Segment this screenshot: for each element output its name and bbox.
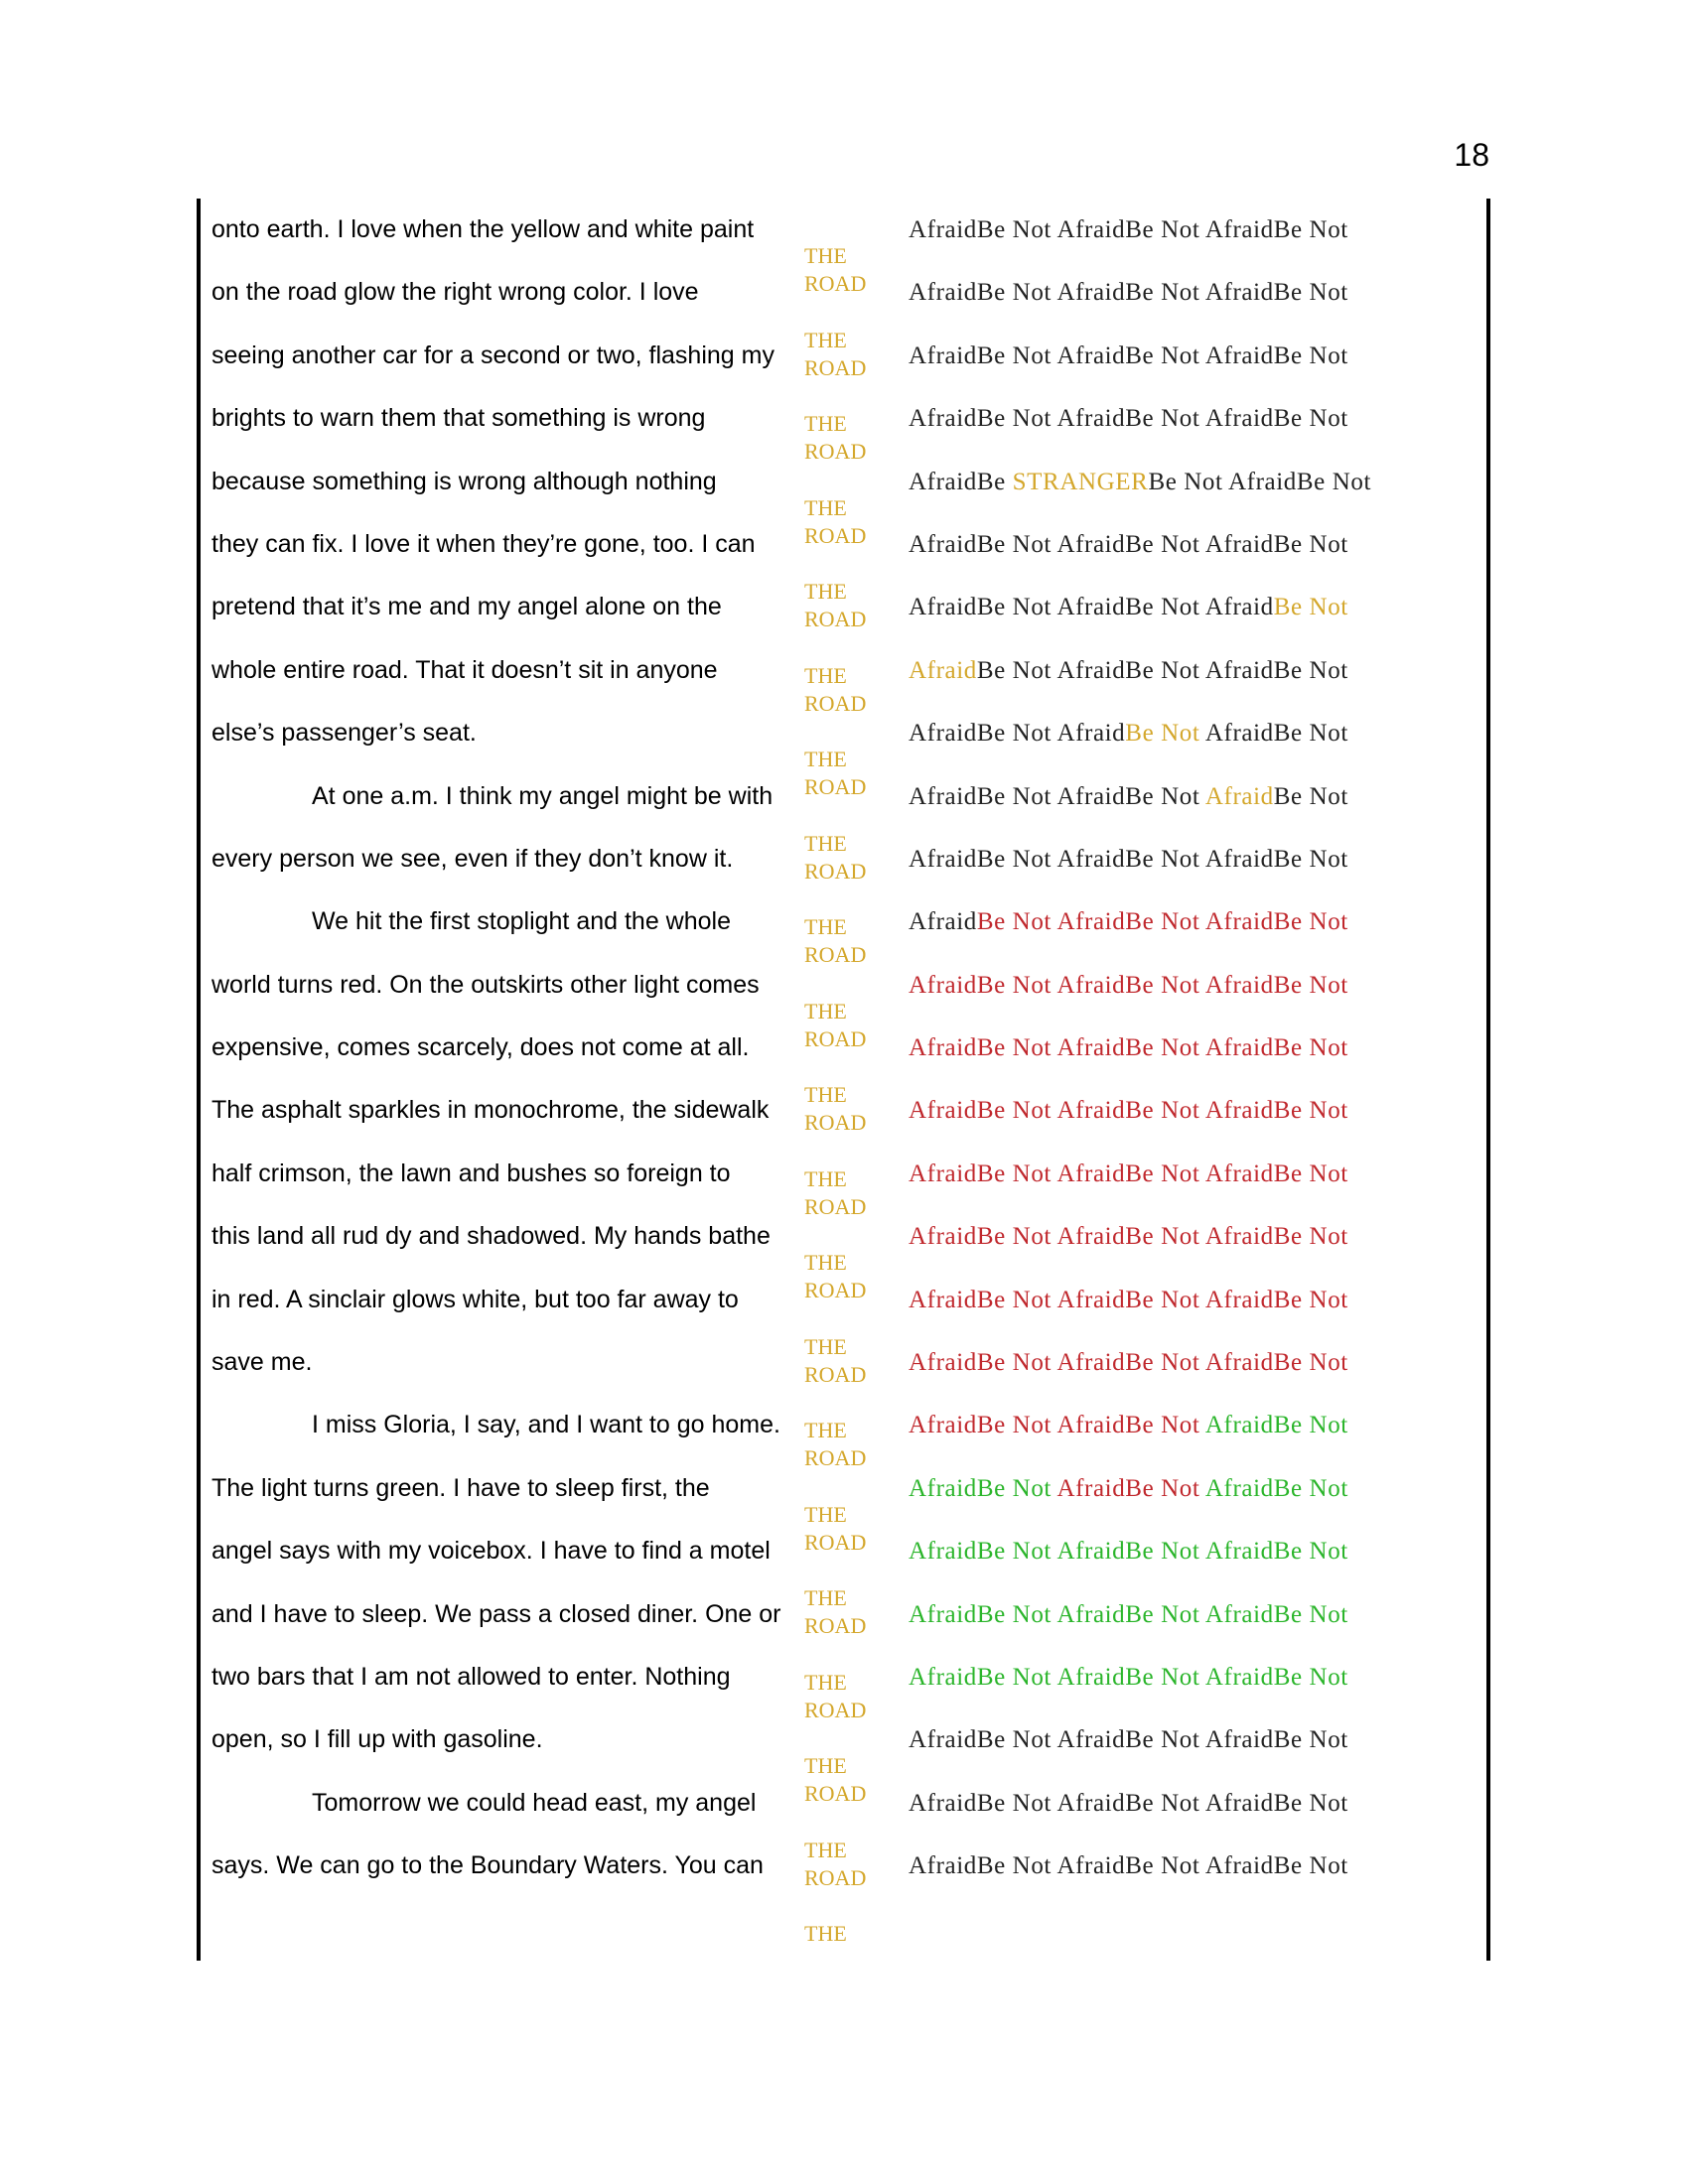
prose-line: I miss Gloria, I say, and I want to go home. bbox=[312, 1411, 780, 1439]
refrain-line bbox=[909, 1583, 1484, 1646]
refrain-line bbox=[909, 1394, 1484, 1456]
prose-line: every person we see, even if they don’t know it. bbox=[211, 844, 734, 873]
refrain-segment: AfraidBe Not bbox=[1204, 1412, 1348, 1439]
left-margin-rule bbox=[197, 199, 201, 1961]
prose-line: because something is wrong although nothing bbox=[211, 467, 717, 495]
refrain-segment: AfraidBe Not Afraid bbox=[909, 720, 1126, 748]
road-word-the: THE bbox=[804, 579, 847, 604]
road-word-road: ROAD bbox=[804, 522, 867, 548]
road-word-the: THE bbox=[804, 1837, 847, 1862]
refrain-segment: AfraidBe Not AfraidBe Not bbox=[909, 1412, 1205, 1439]
refrain-segment: AfraidBe Not AfraidBe Not AfraidBe Not bbox=[909, 1349, 1348, 1377]
refrain-line bbox=[909, 1079, 1484, 1142]
prose-line: else’s passenger’s seat. bbox=[211, 719, 477, 748]
road-word-road: ROAD bbox=[804, 1110, 867, 1135]
refrain-segment: Afraid bbox=[909, 908, 977, 936]
prose-line: on the road glow the right wrong color. I love bbox=[211, 278, 699, 307]
road-word-road: ROAD bbox=[804, 1278, 867, 1302]
prose-column bbox=[211, 199, 807, 1898]
prose-line: open, so I fill up with gasoline. bbox=[211, 1725, 543, 1754]
road-word-road: ROAD bbox=[804, 1361, 867, 1387]
refrain-segment: AfraidBe Not AfraidBe Not AfraidBe Not bbox=[909, 1223, 1348, 1251]
refrain-segment: Afraid bbox=[909, 656, 977, 684]
refrain-segment: Be Not AfraidBe Not AfraidBe Not bbox=[976, 908, 1348, 936]
road-word-road: ROAD bbox=[804, 1864, 867, 1890]
refrain-column bbox=[909, 199, 1484, 1898]
refrain-segment: Be Not bbox=[1273, 782, 1348, 810]
road-word-the: THE bbox=[804, 747, 847, 771]
road-word-the: THE bbox=[804, 1250, 847, 1275]
road-word-the: THE bbox=[804, 494, 847, 520]
refrain-segment: AfraidBe Not AfraidBe Not AfraidBe Not bbox=[909, 1726, 1348, 1754]
road-word-the: THE bbox=[804, 1585, 847, 1610]
prose-line: half crimson, the lawn and bushes so foreign to bbox=[211, 1159, 731, 1187]
refrain-line bbox=[909, 199, 1484, 261]
refrain-line bbox=[909, 261, 1484, 324]
refrain-segment: AfraidBe Not AfraidBe Not AfraidBe Not bbox=[909, 1034, 1348, 1062]
road-word-the: THE bbox=[804, 1753, 847, 1778]
refrain-segment: AfraidBe Not AfraidBe Not AfraidBe Not bbox=[909, 1789, 1348, 1817]
refrain-line bbox=[909, 1331, 1484, 1394]
road-word-the: THE bbox=[804, 327, 847, 352]
road-word-the: THE bbox=[804, 1333, 847, 1359]
refrain-segment: AfraidBe Not AfraidBe Not AfraidBe Not bbox=[909, 279, 1348, 307]
refrain-line bbox=[909, 1708, 1484, 1771]
refrain-segment: STRANGER bbox=[1012, 468, 1149, 495]
road-word-road: ROAD bbox=[804, 1025, 867, 1051]
refrain-line bbox=[909, 1520, 1484, 1582]
road-word-the: THE bbox=[804, 998, 847, 1024]
prose-line: Tomorrow we could head east, my angel bbox=[312, 1788, 757, 1817]
road-word-the: THE bbox=[804, 1669, 847, 1695]
refrain-line bbox=[909, 639, 1484, 702]
refrain-segment: AfraidBe Not AfraidBe Not AfraidBe Not bbox=[909, 845, 1348, 873]
road-word-the: THE bbox=[804, 1165, 847, 1191]
road-word-road: ROAD bbox=[804, 858, 867, 884]
road-word-road: ROAD bbox=[804, 354, 867, 380]
refrain-segment: AfraidBe Not AfraidBe Not AfraidBe Not bbox=[909, 1160, 1348, 1187]
road-word-road: ROAD bbox=[804, 1193, 867, 1219]
refrain-line bbox=[909, 1017, 1484, 1079]
prose-line: two bars that I am not allowed to enter. Nothing bbox=[211, 1662, 731, 1691]
prose-line: they can fix. I love it when they’re gone, too. I can bbox=[211, 529, 756, 558]
refrain-segment: AfraidBe Not AfraidBe Not AfraidBe Not bbox=[909, 1286, 1348, 1313]
road-word-the: THE bbox=[804, 1921, 847, 1946]
prose-line: At one a.m. I think my angel might be with bbox=[312, 781, 774, 810]
refrain-segment: AfraidBe Not AfraidBe Not AfraidBe Not bbox=[909, 1097, 1348, 1125]
prose-line: The asphalt sparkles in monochrome, the sidewalk bbox=[211, 1096, 770, 1125]
prose-line: The light turns green. I have to sleep first, the bbox=[211, 1473, 710, 1502]
refrain-segment: AfraidBe Not AfraidBe Not AfraidBe Not bbox=[909, 971, 1348, 999]
refrain-line bbox=[909, 513, 1484, 576]
right-margin-rule bbox=[1486, 199, 1490, 1961]
refrain-segment: AfraidBe Not AfraidBe Not bbox=[909, 782, 1205, 810]
refrain-line bbox=[909, 1143, 1484, 1205]
road-word-the: THE bbox=[804, 1082, 847, 1107]
road-word-the: THE bbox=[804, 914, 847, 939]
refrain-segment: AfraidBe Not AfraidBe Not AfraidBe Not bbox=[909, 1538, 1348, 1566]
refrain-segment: AfraidBe Not AfraidBe Not AfraidBe Not bbox=[909, 405, 1348, 433]
refrain-segment: AfraidBe Not bbox=[1056, 1474, 1200, 1502]
prose-line: and I have to sleep. We pass a closed diner. One or bbox=[211, 1599, 781, 1628]
road-word-road: ROAD bbox=[804, 942, 867, 967]
refrain-segment: Afraid bbox=[1204, 782, 1274, 810]
road-word-road: ROAD bbox=[804, 439, 867, 464]
prose-line: world turns red. On the outskirts other light comes bbox=[211, 970, 760, 999]
road-word-road: ROAD bbox=[804, 1445, 867, 1470]
refrain-line bbox=[909, 387, 1484, 450]
refrain-segment: AfraidBe Not bbox=[909, 1474, 1057, 1502]
refrain-segment: Be Not bbox=[1125, 720, 1200, 748]
refrain-line bbox=[909, 1646, 1484, 1708]
prose-line: pretend that it’s me and my angel alone on the bbox=[211, 593, 722, 621]
prose-line: in red. A sinclair glows white, but too far away to bbox=[211, 1285, 739, 1313]
road-word-the: THE bbox=[804, 662, 847, 688]
refrain-segment: AfraidBe Not AfraidBe Not AfraidBe Not bbox=[909, 1663, 1348, 1691]
refrain-segment: AfraidBe Not AfraidBe Not AfraidBe Not bbox=[909, 1600, 1348, 1628]
refrain-segment: AfraidBe Not AfraidBe Not AfraidBe Not bbox=[909, 341, 1348, 369]
refrain-segment: AfraidBe Not bbox=[1199, 1474, 1348, 1502]
refrain-line bbox=[909, 1772, 1484, 1835]
road-word-road: ROAD bbox=[804, 1781, 867, 1806]
prose-line: says. We can go to the Boundary Waters. You can bbox=[211, 1851, 764, 1880]
refrain-line bbox=[909, 702, 1484, 764]
refrain-line bbox=[909, 765, 1484, 828]
road-word-road: ROAD bbox=[804, 607, 867, 631]
refrain-segment: AfraidBe Not AfraidBe Not AfraidBe Not bbox=[909, 530, 1348, 558]
prose-line: save me. bbox=[211, 1348, 313, 1377]
prose-line: seeing another car for a second or two, flashing my bbox=[211, 341, 774, 369]
road-word-the: THE bbox=[804, 1501, 847, 1527]
prose-line: whole entire road. That it doesn’t sit in anyone bbox=[211, 655, 718, 684]
refrain-segment: AfraidBe Not AfraidBe Not AfraidBe Not bbox=[909, 1852, 1348, 1880]
refrain-line bbox=[909, 451, 1484, 513]
refrain-segment: AfraidBe Not AfraidBe Not AfraidBe Not bbox=[909, 216, 1348, 243]
refrain-segment: AfraidBe bbox=[909, 468, 1013, 495]
prose-line: We hit the first stoplight and the whole bbox=[312, 907, 731, 936]
refrain-line bbox=[909, 1205, 1484, 1268]
road-word-road: ROAD bbox=[804, 690, 867, 716]
the-road-column bbox=[804, 242, 894, 1948]
road-word-the: THE bbox=[804, 243, 847, 268]
refrain-line bbox=[909, 890, 1484, 953]
refrain-segment: AfraidBe Not bbox=[1199, 720, 1348, 748]
road-word-the: THE bbox=[804, 1418, 847, 1442]
page-number: 18 bbox=[1454, 137, 1489, 173]
prose-line: brights to warn them that something is wrong bbox=[211, 404, 706, 433]
road-word-road: ROAD bbox=[804, 1613, 867, 1638]
prose-line: this land all rud dy and shadowed. My hands bathe bbox=[211, 1222, 771, 1251]
road-word-road: ROAD bbox=[804, 271, 867, 296]
prose-line: onto earth. I love when the yellow and white paint bbox=[211, 215, 755, 243]
refrain-line bbox=[909, 1457, 1484, 1520]
refrain-segment: Be Not bbox=[1273, 594, 1348, 621]
refrain-line bbox=[909, 325, 1484, 387]
road-word-road: ROAD bbox=[804, 1697, 867, 1722]
prose-line: angel says with my voicebox. I have to find a motel bbox=[211, 1537, 771, 1566]
refrain-line bbox=[909, 1269, 1484, 1331]
refrain-line bbox=[909, 828, 1484, 890]
road-word-road: ROAD bbox=[804, 1529, 867, 1555]
refrain-line bbox=[909, 1835, 1484, 1897]
refrain-line bbox=[909, 576, 1484, 638]
road-word-road: ROAD bbox=[804, 774, 867, 799]
refrain-line bbox=[909, 954, 1484, 1017]
refrain-segment: Be Not AfraidBe Not bbox=[1148, 468, 1371, 495]
road-word-the: THE bbox=[804, 830, 847, 856]
prose-line: expensive, comes scarcely, does not come at all. bbox=[211, 1033, 750, 1062]
refrain-segment: Be Not AfraidBe Not AfraidBe Not bbox=[976, 656, 1348, 684]
refrain-segment: AfraidBe Not AfraidBe Not Afraid bbox=[909, 594, 1274, 621]
road-word-the: THE bbox=[804, 411, 847, 436]
